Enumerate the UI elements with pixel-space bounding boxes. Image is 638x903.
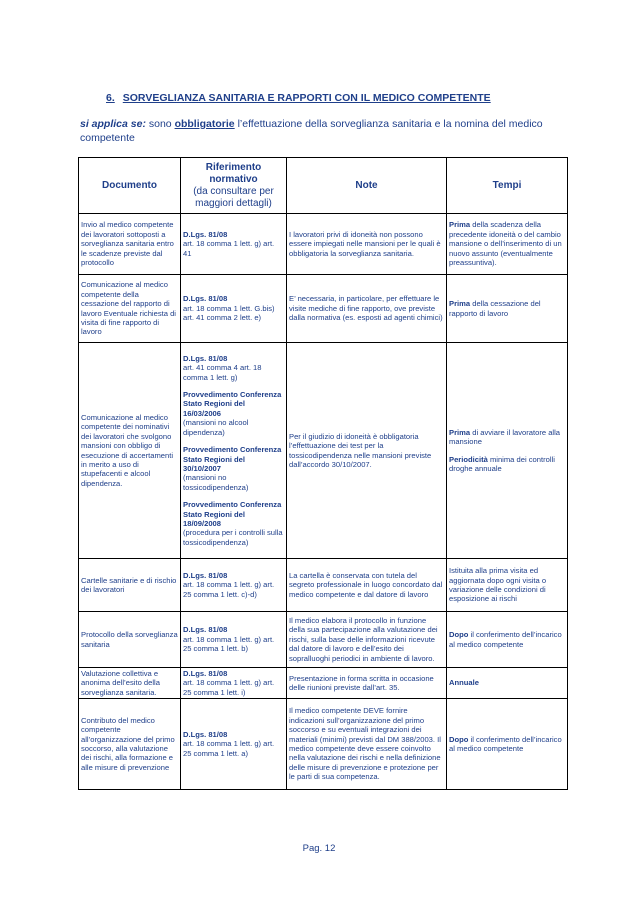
rif-bold: D.Lgs. 81/08 <box>183 729 228 739</box>
cell-tempi <box>447 612 568 668</box>
cell-riferimento <box>181 343 287 559</box>
cell-note: Per il giudizio di idoneità è obbligatoria l’effettuazione dei test per la tossicodipendenza nelle mansioni previste dall’accordo 30/10/2007. <box>287 343 447 559</box>
header-riferimento-sub: (da consultare per maggiori dettagli) <box>193 185 274 209</box>
cell-note: E’ necessaria, in particolare, per effettuare le visite mediche di fine rapporto, ove previste dalla normativa (es. esposti ad agenti chimici) <box>287 275 447 343</box>
tempi-bold: Prima <box>449 427 471 437</box>
cell-documento: Comunicazione al medico competente della cessazione del rapporto di lavoro Eventuale richiesta di visita di fine rapporto di lavoro <box>79 275 181 343</box>
tempi2-text: minima dei controlli droghe annuale <box>449 454 555 473</box>
header-riferimento <box>181 158 287 214</box>
cell-documento: Comunicazione al medico competente dei nominativi dei lavoratori che svolgono mansioni con obbligo di esecuzione di accertamenti in merito a uso di stupefacenti e alcool dipendenza. <box>79 343 181 559</box>
cell-riferimento <box>181 668 287 699</box>
rif-text: art. 18 comma 1 lett. g) art. 41 <box>183 239 275 258</box>
rif-bold: D.Lgs. 81/08 <box>183 294 228 304</box>
header-note: Note <box>287 158 447 214</box>
cell-note: I lavoratori privi di idoneità non possono essere impiegati nelle mansioni per le quali è obbligatoria la sorveglianza sanitaria. <box>287 214 447 275</box>
cell-tempi <box>447 668 568 699</box>
cell-riferimento <box>181 275 287 343</box>
rif-bold: D.Lgs. 81/08 <box>183 625 228 635</box>
cell-note: Il medico competente DEVE fornire indicazioni sull’organizzazione del primo soccorso e su eventuali integrazioni dei materiali (minimi) previsti dal DM 388/2003. Il medico competente deve essere coinvolto nella valutazione dei rischi e nella definizione delle misure di prevenzione e protezione per le parti di sua competenza. <box>287 699 447 790</box>
header-documento: Documento <box>79 158 181 214</box>
table-row <box>79 699 568 790</box>
cell-documento: Cartelle sanitarie e di rischio dei lavoratori <box>79 559 181 612</box>
rif-text: art. 18 comma 1 lett. g) art. 25 comma 1 lett. b) <box>183 634 275 654</box>
table-row <box>79 343 568 559</box>
prov1-bold: Provvedimento Conferenza Stato Regioni del 16/03/2006 <box>183 390 282 418</box>
table-row <box>79 275 568 343</box>
cell-tempi <box>447 275 568 343</box>
tempi-bold: Prima <box>449 220 471 230</box>
prov1-text: (mansioni no alcool dipendenza) <box>183 418 249 437</box>
cell-documento: Contributo del medico competente all’organizzazione del primo soccorso, alla valutazione dei rischi, alla formazione e alle misure di prevenzione <box>79 699 181 790</box>
tempi2-bold: Periodicità <box>449 454 488 464</box>
prov3-bold: Provvedimento Conferenza Stato Regioni del 18/09/2008 <box>183 500 282 528</box>
rif-bold: D.Lgs. 81/08 <box>183 229 228 239</box>
section-number: 6. <box>106 92 115 104</box>
cell-documento: Valutazione collettiva e anonima dell’esito della sorveglianza sanitaria. <box>79 668 181 699</box>
table-row <box>79 559 568 612</box>
cell-note: Presentazione in forma scritta in occasione delle riunioni previste dall’art. 35. <box>287 668 447 699</box>
prov2-text: (mansioni no tossicodipendenza) <box>183 473 249 492</box>
header-tempi: Tempi <box>447 158 568 214</box>
cell-tempi <box>447 559 568 612</box>
tempi-bold: Prima <box>449 299 471 309</box>
tempi-bold: Dopo <box>449 630 469 640</box>
intro-paragraph <box>80 117 570 145</box>
intro-lead: si applica se: <box>80 118 146 130</box>
cell-tempi <box>447 699 568 790</box>
rif-bold: D.Lgs. 81/08 <box>183 353 228 363</box>
table-row <box>79 612 568 668</box>
rif-text: art. 18 comma 1 lett. g) art. 25 comma 1 lett. a) <box>183 739 275 758</box>
rif-bold: D.Lgs. 81/08 <box>183 668 228 678</box>
tempi-bold: Annuale <box>449 678 479 688</box>
tempi-text: di avviare il lavoratore alla mansione <box>449 427 561 447</box>
rif-text: art. 18 comma 1 lett. g) art. 25 comma 1 lett. i) <box>183 678 275 697</box>
header-riferimento-line1: Riferimento <box>205 161 262 173</box>
cell-tempi <box>447 214 568 275</box>
header-riferimento-line2: normativo <box>209 173 258 185</box>
cell-note: Il medico elabora il protocollo in funzione della sua partecipazione alla valutazione dei rischi, sulla base delle informazioni ricevute dal datore di lavoro e dell’esito dei sopralluoghi periodici in ambiente di lavoro. <box>287 612 447 668</box>
intro-strong: obbligatorie <box>174 118 235 130</box>
cell-note: La cartella è conservata con tutela del segreto professionale in luogo concordato dal medico competente e dal datore di lavoro <box>287 559 447 612</box>
rif-text: art. 41 comma 4 art. 18 comma 1 lett. g) <box>183 363 262 382</box>
cell-riferimento <box>181 612 287 668</box>
rif-bold: D.Lgs. 81/08 <box>183 570 228 580</box>
intro-text-1: sono <box>145 118 175 130</box>
rif-text: art. 18 comma 1 lett. G.bis) art. 41 comma 2 lett. e) <box>183 303 275 323</box>
tempi-text: della cessazione del rapporto di lavoro <box>449 299 541 318</box>
obligations-table <box>78 157 568 790</box>
tempi-bold: Dopo <box>449 734 469 744</box>
section-heading <box>106 92 546 104</box>
table-row <box>79 214 568 275</box>
table-header-row <box>79 158 568 214</box>
prov3-text: (procedura per i controlli sulla tossicodipendenza) <box>183 528 283 547</box>
section-title: SORVEGLIANZA SANITARIA E RAPPORTI CON IL MEDICO COMPETENTE <box>122 92 491 104</box>
cell-riferimento <box>181 214 287 275</box>
cell-riferimento <box>181 559 287 612</box>
cell-documento: Protocollo della sorveglianza sanitaria <box>79 612 181 668</box>
tempi-text: Istituita alla prima visita ed aggiornata dopo ogni visita o variazione delle condizioni di esposizione ai rischi <box>449 566 547 604</box>
tempi-text: della scadenza della precedente idoneità o del cambio mansione o dell’inserimento di un nuovo assunto (eventualmente preassuntiva). <box>449 220 562 268</box>
tempi-text: il conferimento dell’incarico al medico competente <box>449 630 562 649</box>
tempi-text: il conferimento dell’incarico al medico competente <box>449 734 562 753</box>
page-number: Pag. 12 <box>302 843 336 854</box>
cell-riferimento <box>181 699 287 790</box>
table-row <box>79 668 568 699</box>
cell-tempi <box>447 343 568 559</box>
prov2-bold: Provvedimento Conferenza Stato Regioni del 30/10/2007 <box>183 445 282 473</box>
intro-text-2: l’effettuazione della sorveglianza sanitaria e la nomina del medico competente <box>80 118 543 144</box>
cell-documento: Invio al medico competente dei lavoratori sottoposti a sorveglianza sanitaria entro le scadenze previste dal protocollo <box>79 214 181 275</box>
rif-text: art. 18 comma 1 lett. g) art. 25 comma 1 lett. c)-d) <box>183 580 275 599</box>
